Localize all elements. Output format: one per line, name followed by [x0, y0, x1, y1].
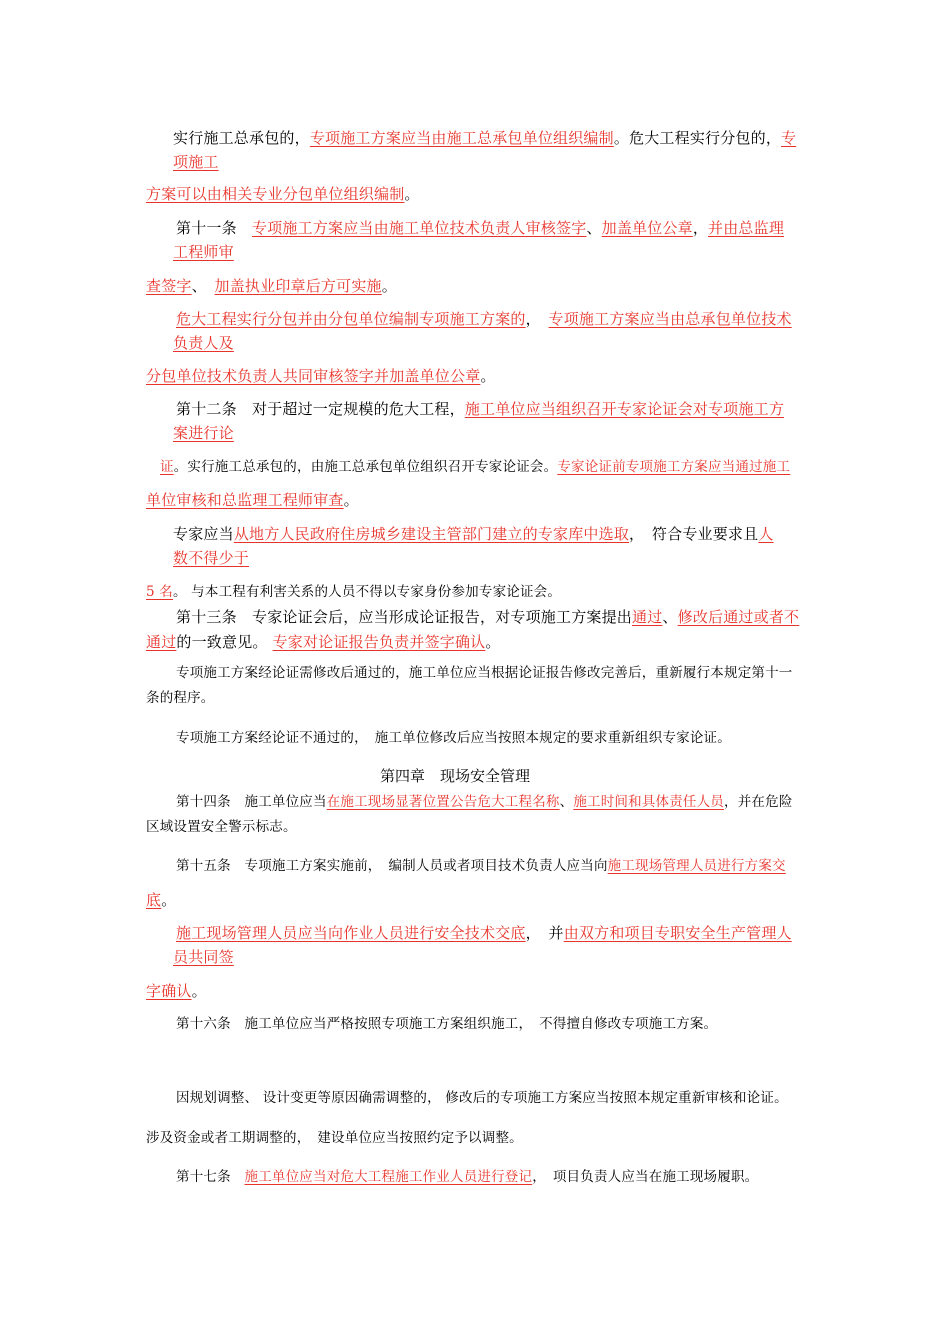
- highlighted-text: 施工现场管理人员应当向作业人员进行安全技术交底: [176, 924, 526, 942]
- plain-text: ，并在危险: [724, 794, 793, 810]
- highlighted-text: 单位审核和总监理工程师审查: [146, 491, 344, 509]
- text-line: [176, 1167, 758, 1187]
- plain-text: 专项施工方案经论证需修改后通过的，施工单位应当根据论证报告修改完善后，重新履行本规定第十一: [176, 665, 793, 681]
- plain-text: 专家应当: [173, 525, 234, 543]
- highlighted-text: 专项施工方案应当由总承包单位技术: [548, 310, 792, 328]
- highlighted-text: 人: [758, 525, 774, 543]
- highlighted-text: 施工现场管理人员进行方案交: [607, 858, 786, 874]
- text-line: [146, 490, 359, 510]
- highlighted-text: 案进行论: [173, 424, 234, 442]
- plain-text: 。: [480, 367, 496, 385]
- plain-text: 实行施工总承包的，: [173, 129, 310, 147]
- plain-text: 第十七条: [176, 1169, 245, 1185]
- text-line: [176, 309, 792, 329]
- text-line: [173, 128, 796, 148]
- highlighted-text: 专家论证前专项施工方案应当通过施工: [557, 459, 791, 475]
- highlighted-text: 修改后通过或者不: [677, 608, 800, 626]
- plain-text: 。: [161, 891, 177, 909]
- text-line: [173, 524, 774, 544]
- highlighted-text: 项施工: [173, 153, 219, 171]
- highlighted-text: 在施工现场显著位置公告危大工程名称: [326, 794, 560, 810]
- highlighted-text: 并由总监理: [708, 219, 785, 237]
- text-line: [146, 276, 397, 296]
- highlighted-text: 专: [781, 129, 797, 147]
- highlighted-text: 方案可以由相关专业分包单位组织编制: [146, 185, 405, 203]
- plain-text: 。: [343, 491, 359, 509]
- plain-text: ， 并: [525, 924, 564, 942]
- highlighted-text: 负责人及: [173, 334, 234, 352]
- plain-text: 。: [381, 277, 397, 295]
- highlighted-text: 危大工程实行分包并由分包单位编制专项施工方案的: [176, 310, 526, 328]
- highlighted-text: 加盖执业印章后方可实施: [214, 277, 382, 295]
- plain-text: 。实行施工总承包的，由施工总承包单位组织召开专家论证会。: [173, 459, 558, 475]
- text-line: [146, 688, 215, 708]
- plain-text: 、: [191, 277, 215, 295]
- text-line: [176, 607, 799, 627]
- plain-text: 。: [191, 982, 207, 1000]
- plain-text: 因规划调整、 设计变更等原因确需调整的， 修改后的专项施工方案应当按照本规定重新审核和论证。: [176, 1090, 788, 1106]
- highlighted-text: 查签字: [146, 277, 192, 295]
- highlighted-text: 施工时间和具体责任人员: [573, 794, 725, 810]
- highlighted-text: 专项施工方案应当由施工单位技术负责人审核签字: [252, 219, 587, 237]
- text-line: [146, 632, 501, 652]
- highlighted-text: 数不得少于: [173, 549, 250, 567]
- plain-text: 的一致意见。: [176, 633, 273, 651]
- text-line: [146, 817, 297, 837]
- plain-text: 第十五条 专项施工方案实施前， 编制人员或者项目技术负责人应当向: [176, 858, 608, 874]
- highlighted-text: 证: [160, 459, 174, 475]
- highlighted-text: 专项施工方案应当由施工总承包单位组织编制: [309, 129, 614, 147]
- text-line: [176, 1014, 717, 1034]
- plain-text: 第十一条: [176, 219, 253, 237]
- text-line: [176, 663, 793, 683]
- text-line: [146, 582, 561, 602]
- text-line: [173, 947, 234, 967]
- text-line: [146, 981, 207, 1001]
- highlighted-text: 由双方和项目专职安全生产管理人: [563, 924, 792, 942]
- text-line: [173, 548, 249, 568]
- plain-text: 、: [662, 608, 678, 626]
- text-line: [176, 923, 792, 943]
- highlighted-text: 加盖单位公章: [601, 219, 693, 237]
- text-line: [176, 728, 731, 748]
- highlighted-text: 通过: [632, 608, 663, 626]
- text-line: [146, 366, 496, 386]
- plain-text: 第十六条 施工单位应当严格按照专项施工方案组织施工， 不得擅自修改专项施工方案。: [176, 1016, 718, 1032]
- plain-text: 条的程序。: [146, 690, 215, 706]
- text-line: [173, 152, 219, 172]
- highlighted-text: 施工单位应当对危大工程施工作业人员进行登记: [244, 1169, 533, 1185]
- text-line: [173, 423, 234, 443]
- plain-text: 。 与本工程有利害关系的人员不得以专家身份参加专家论证会。: [172, 584, 562, 600]
- plain-text: ， 符合专业要求且: [629, 525, 759, 543]
- plain-text: 、: [586, 219, 602, 237]
- highlighted-text: 分包单位技术负责人共同审核签字并加盖单位公章: [146, 367, 481, 385]
- text-line: [146, 890, 176, 910]
- plain-text: 专项施工方案经论证不通过的， 施工单位修改后应当按照本规定的要求重新组织专家论证。: [176, 730, 731, 746]
- text-line: [176, 218, 784, 238]
- text-line: [176, 792, 793, 812]
- plain-text: 、: [559, 794, 574, 810]
- plain-text: 第十三条 专家论证会后，应当形成论证报告，对专项施工方案提出: [176, 608, 633, 626]
- highlighted-text: 从地方人民政府住房城乡建设主管部门建立的专家库中选取: [233, 525, 630, 543]
- highlighted-text: 专家对论证报告负责并签字确认: [272, 633, 486, 651]
- plain-text: ， 项目负责人应当在施工现场履职。: [532, 1169, 759, 1185]
- highlighted-text: 员共同签: [173, 948, 234, 966]
- plain-text: 。: [404, 185, 420, 203]
- highlighted-text: 工程师审: [173, 243, 234, 261]
- plain-text: 第十四条 施工单位应当: [176, 794, 327, 810]
- plain-text: 。危大工程实行分包的，: [613, 129, 782, 147]
- text-line: [146, 1128, 523, 1148]
- chapter-heading: 第四章 现场安全管理: [380, 767, 531, 785]
- text-line: [176, 856, 786, 876]
- highlighted-text: 字确认: [146, 982, 192, 1000]
- text-line: [176, 399, 784, 419]
- text-line: [173, 242, 234, 262]
- plain-text: 涉及资金或者工期调整的， 建设单位应当按照约定予以调整。: [146, 1130, 523, 1146]
- text-line: [173, 333, 234, 353]
- plain-text: 区域设置安全警示标志。: [146, 819, 297, 835]
- plain-text: ，: [525, 310, 549, 328]
- text-line: [176, 1088, 788, 1108]
- plain-text: ，: [692, 219, 709, 237]
- highlighted-text: 底: [146, 891, 162, 909]
- plain-text: 。: [485, 633, 501, 651]
- text-line: [160, 457, 790, 477]
- highlighted-text: 5 名: [146, 584, 173, 600]
- highlighted-text: 施工单位应当组织召开专家论证会对专项施工方: [464, 400, 785, 418]
- text-line: [146, 184, 420, 204]
- plain-text: 第十二条 对于超过一定规模的危大工程，: [176, 400, 465, 418]
- highlighted-text: 通过: [146, 633, 177, 651]
